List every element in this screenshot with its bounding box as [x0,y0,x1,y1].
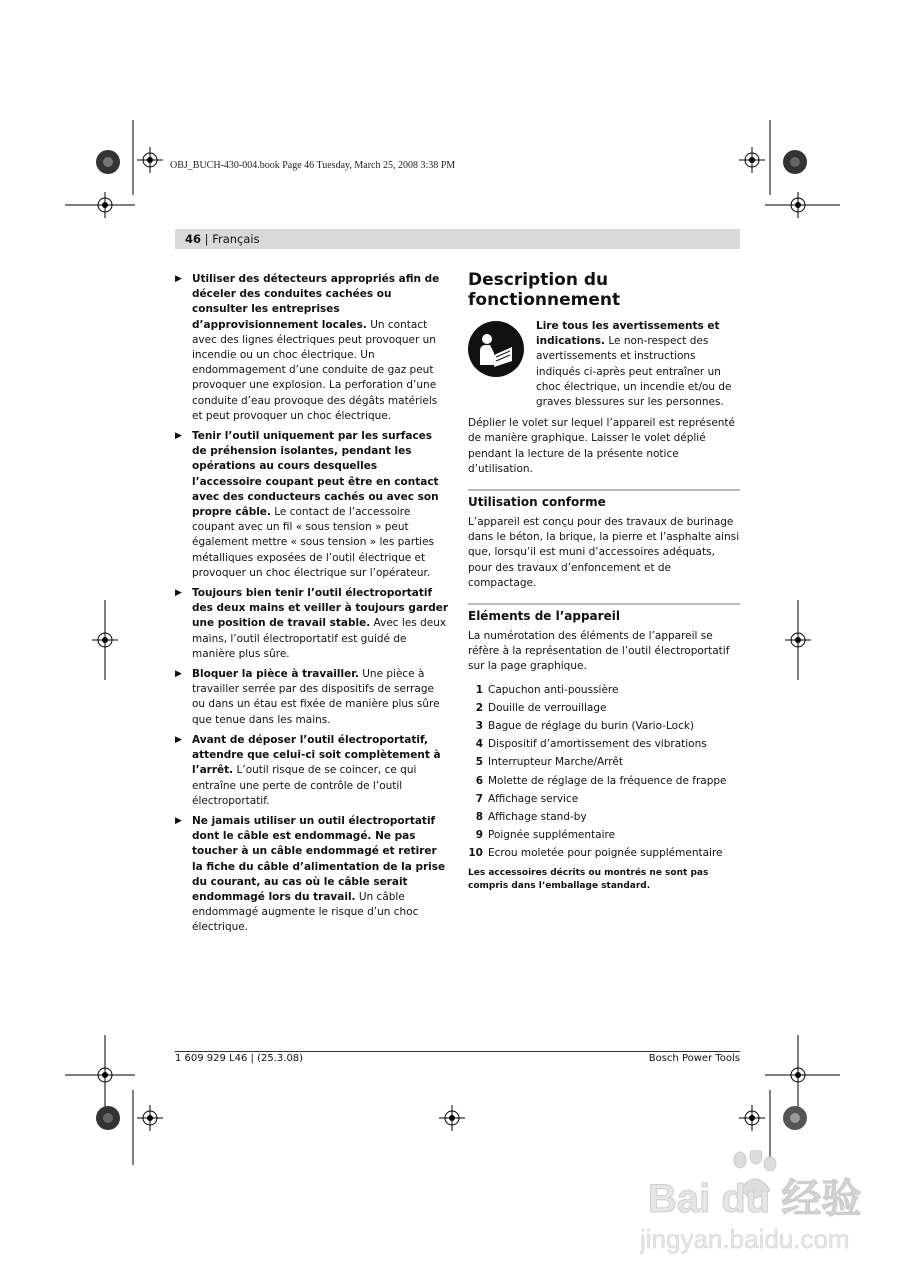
parts-list [468,681,740,863]
list-item [468,808,740,826]
part-label: Affichage service [488,792,579,805]
elements-title: Eléments de l’appareil [468,609,620,624]
bullet-bold: Tenir l’outil uniquement par les surfaces de préhension isolantes, pendant les opérations au cours desquelles l’accessoire coupant peut être en contact avec des conducteurs cachés ou avec son propre câble. [192,430,439,519]
part-label: Interrupteur Marche/Arrêt [488,756,623,769]
part-number: 9 [475,829,483,842]
list-item [468,772,740,790]
divider [468,489,740,491]
warning-block [468,319,740,410]
part-number: 8 [475,811,483,824]
section-title: Description du fonctionnement [468,270,621,310]
arrow-bullet-icon: ▶ [175,815,182,826]
part-number: 1 [475,683,483,696]
page-header [175,229,740,249]
list-item [468,735,740,753]
part-number: 7 [475,792,483,805]
bullet-bold: Utiliser des détecteurs appropriés afin de déceler des conduites cachées ou consulter les entreprises d’approvisionnement locales. [192,273,440,331]
bullet-text: Avec les deux mains, l’outil électroportatif est guidé de manière plus sûre. [192,617,447,660]
arrow-bullet-icon: ▶ [175,669,182,680]
list-item [468,717,740,735]
footer-rule [175,1051,740,1052]
part-label: Ecrou moletée pour poignée supplémentaire [488,847,723,860]
part-label: Bague de réglage du burin (Vario-Lock) [488,720,695,733]
part-label: Molette de réglage de la fréquence de frappe [488,774,727,787]
bullet-bold: Ne jamais utiliser un outil électroportatif dont le câble est endommagé. Ne pas toucher à un câble endommagé et retirer la fiche du câble d’alimentation de la prise du courant, au cas où le câble serait endommagé lors du travail. [192,814,446,903]
part-number: 4 [475,738,483,751]
bullet-text: L’outil risque de se coincer, ce qui entraîne une perte de contrôle de l’outil électroportatif. [192,764,417,807]
list-item [468,699,740,717]
bullet-bold: Toujours bien tenir l’outil électroportatif des deux mains et veiller à toujours garder une position de travail stable. [192,587,449,630]
watermark-url: jingyan.baidu.com [640,1224,850,1254]
part-number: 5 [475,756,483,769]
header-language: Français [212,232,260,246]
arrow-bullet-icon: ▶ [175,588,182,599]
part-number: 10 [468,847,483,860]
elements-intro: La numérotation des éléments de l’appareil se réfère à la représentation de l’outil électroportatif sur la page graphique. [468,630,730,673]
left-column [175,272,450,941]
bullet-text: Un câble endommagé augmente le risque d’un choc électrique. [192,890,419,934]
arrow-bullet-icon: ▶ [175,274,182,284]
list-item [468,844,740,862]
usage-text: L’appareil est conçu pour des travaux de burinage dans le béton, la brique, la pierre et l’asphalte ainsi que, lorsqu’il est muni d’accessoires adéquats, pour des travaux d’enfoncement et de compactage. [468,516,740,589]
safety-bullet [175,814,450,936]
arrow-bullet-icon: ▶ [175,734,182,745]
part-label: Poignée supplémentaire [488,829,616,842]
safety-bullet [175,272,450,424]
part-label: Douille de verrouillage [488,701,607,714]
warning-bold: Lire tous les avertissements et indications. [536,320,720,348]
list-item [468,681,740,699]
accessories-note: Les accessoires décrits ou montrés ne sont pas compris dans l’emballage standard. [468,867,709,892]
usage-title: Utilisation conforme [468,495,606,510]
part-label: Dispositif d’amortissement des vibrations [488,738,707,751]
part-number: 3 [475,720,483,733]
safety-bullet [175,667,450,728]
read-manual-icon [468,321,524,377]
safety-bullet [175,429,450,581]
list-item [468,753,740,771]
footer-code: 1 609 929 L46 | (25.3.08) [175,1053,304,1064]
divider [468,603,740,605]
warning-text: Le non-respect des avertissements et instructions indiqués ci-après peut entraîner un choc électrique, un incendie et/ou de graves blessures sur les personnes. [536,335,732,409]
list-item [468,790,740,808]
bullet-bold: Bloquer la pièce à travailler. [192,668,359,681]
baidu-watermark-logo [640,1150,880,1260]
print-info: OBJ_BUCH-430-004.book Page 46 Tuesday, March 25, 2008 3:38 PM [170,160,456,171]
bullet-bold: Avant de déposer l’outil électroportatif, attendre que celui-ci soit complètement à l’arrêt. [192,733,441,777]
intro-text: Déplier le volet sur lequel l’appareil est représenté de manière graphique. Laisser le volet déplié pendant la lecture de la présente notice d’utilisation. [468,417,736,475]
footer-brand: Bosch Power Tools [648,1053,740,1064]
watermark-brand: Bai du 经验 [648,1177,862,1221]
page-number: 46 [185,232,202,246]
bullet-text: Le contact de l’accessoire coupant avec un fil « sous tension » peut également mettre « sous tension » les parties métalliques exposées de l’outil électrique et provoquer un choc électrique sur l’opérateur. [192,506,435,579]
safety-bullet [175,733,450,809]
safety-bullet [175,586,450,662]
part-number: 2 [475,701,483,714]
part-label: Affichage stand-by [488,811,587,824]
bullet-text: Une pièce à travailler serrée par des dispositifs de serrage ou dans un étau est fixée de manière plus sûre que tenue dans les mains. [192,668,440,726]
bullet-text: Un contact avec des lignes électriques peut provoquer un incendie ou un choc électrique. Un endommagement d’une conduite de gaz peut provoquer une explosion. La perforation d’une conduite d’eau provoque des dégâts matériels et peut provoquer un choc électrique. [192,318,438,422]
header-separator: | [201,232,213,246]
part-label: Capuchon anti-poussière [488,683,619,696]
part-number: 6 [475,774,483,787]
list-item [468,826,740,844]
right-column [468,270,740,894]
arrow-bullet-icon: ▶ [175,431,182,442]
